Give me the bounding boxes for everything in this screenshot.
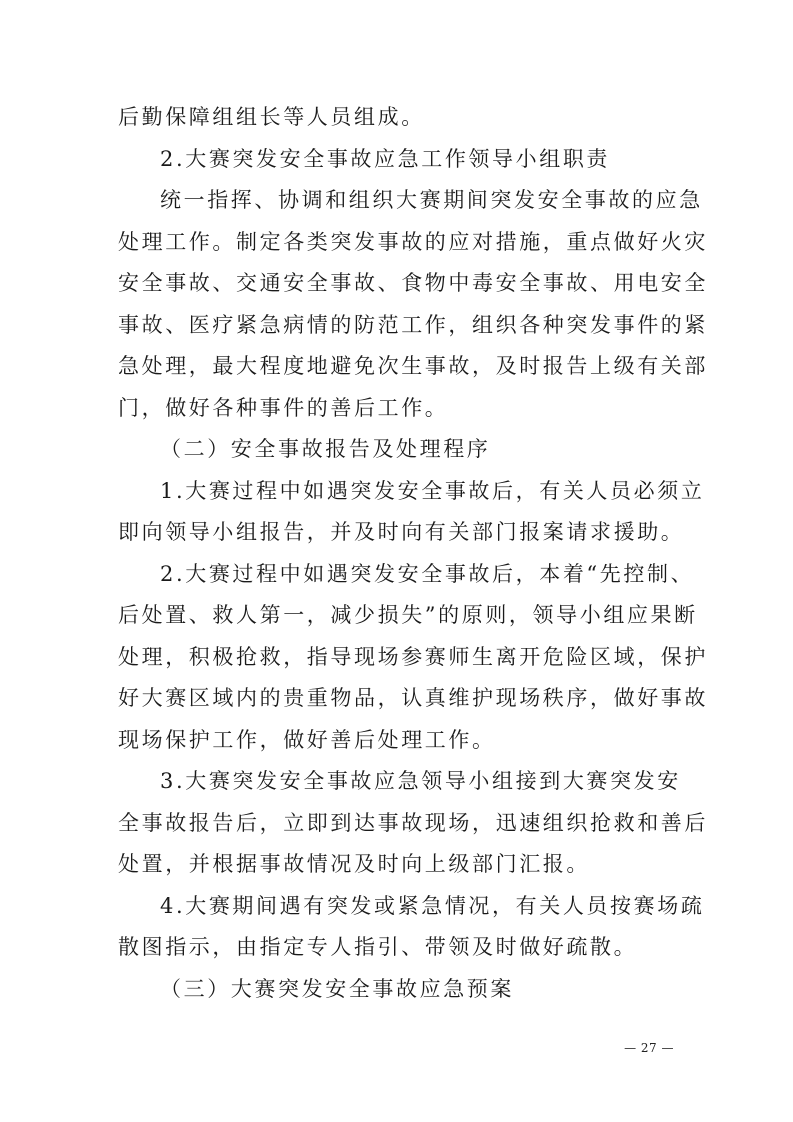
paragraph-line: 即向领导小组报告，并及时向有关部门报案请求援助。 [118,520,685,544]
paragraph-line: 散图指示，由指定专人指引、带领及时做好疏散。 [118,935,638,959]
numbered-heading: 2.大赛突发安全事故应急工作领导小组职责 [160,147,611,171]
paragraph-line: 处置，并根据事故情况及时向上级部门汇报。 [118,852,590,876]
paragraph-line: 4.大赛期间遇有突发或紧急情况，有关人员按赛场疏 [160,894,705,918]
paragraph-line: 统一指挥、协调和组织大赛期间突发安全事故的应急 [160,188,703,212]
paragraph-line: 1.大赛过程中如遇突发安全事故后，有关人员必须立 [160,479,705,503]
paragraph-line: 门，做好各种事件的善后工作。 [118,396,449,420]
paragraph-line: 后处置、救人第一，减少损失”的原则，领导小组应果断 [118,603,698,627]
paragraph-line: 处理工作。制定各类突发事故的应对措施，重点做好火灾 [118,230,708,254]
page-number: — 27 — [624,1041,674,1055]
section-heading: （三）大赛突发安全事故应急预案 [160,977,514,1001]
section-heading: （二）安全事故报告及处理程序 [160,437,491,461]
paragraph-line: 急处理，最大程度地避免次生事故，及时报告上级有关部 [118,354,708,378]
paragraph-line: 好大赛区域内的贵重物品，认真维护现场秩序，做好事故 [118,686,708,710]
paragraph-line: 后勤保障组组长等人员组成。 [118,105,425,129]
paragraph-line: 现场保护工作，做好善后处理工作。 [118,728,496,752]
paragraph-line: 处理，积极抢救，指导现场参赛师生离开危险区域，保护 [118,645,708,669]
paragraph-line: 3.大赛突发安全事故应急领导小组接到大赛突发安 [160,769,681,793]
paragraph-line: 事故、医疗紧急病情的防范工作，组织各种突发事件的紧 [118,313,708,337]
paragraph-line: 安全事故、交通安全事故、食物中毒安全事故、用电安全 [118,271,708,295]
paragraph-line: 全事故报告后，立即到达事故现场，迅速组织抢救和善后 [118,811,708,835]
paragraph-line: 2.大赛过程中如遇突发安全事故后，本着“先控制、 [160,562,695,586]
